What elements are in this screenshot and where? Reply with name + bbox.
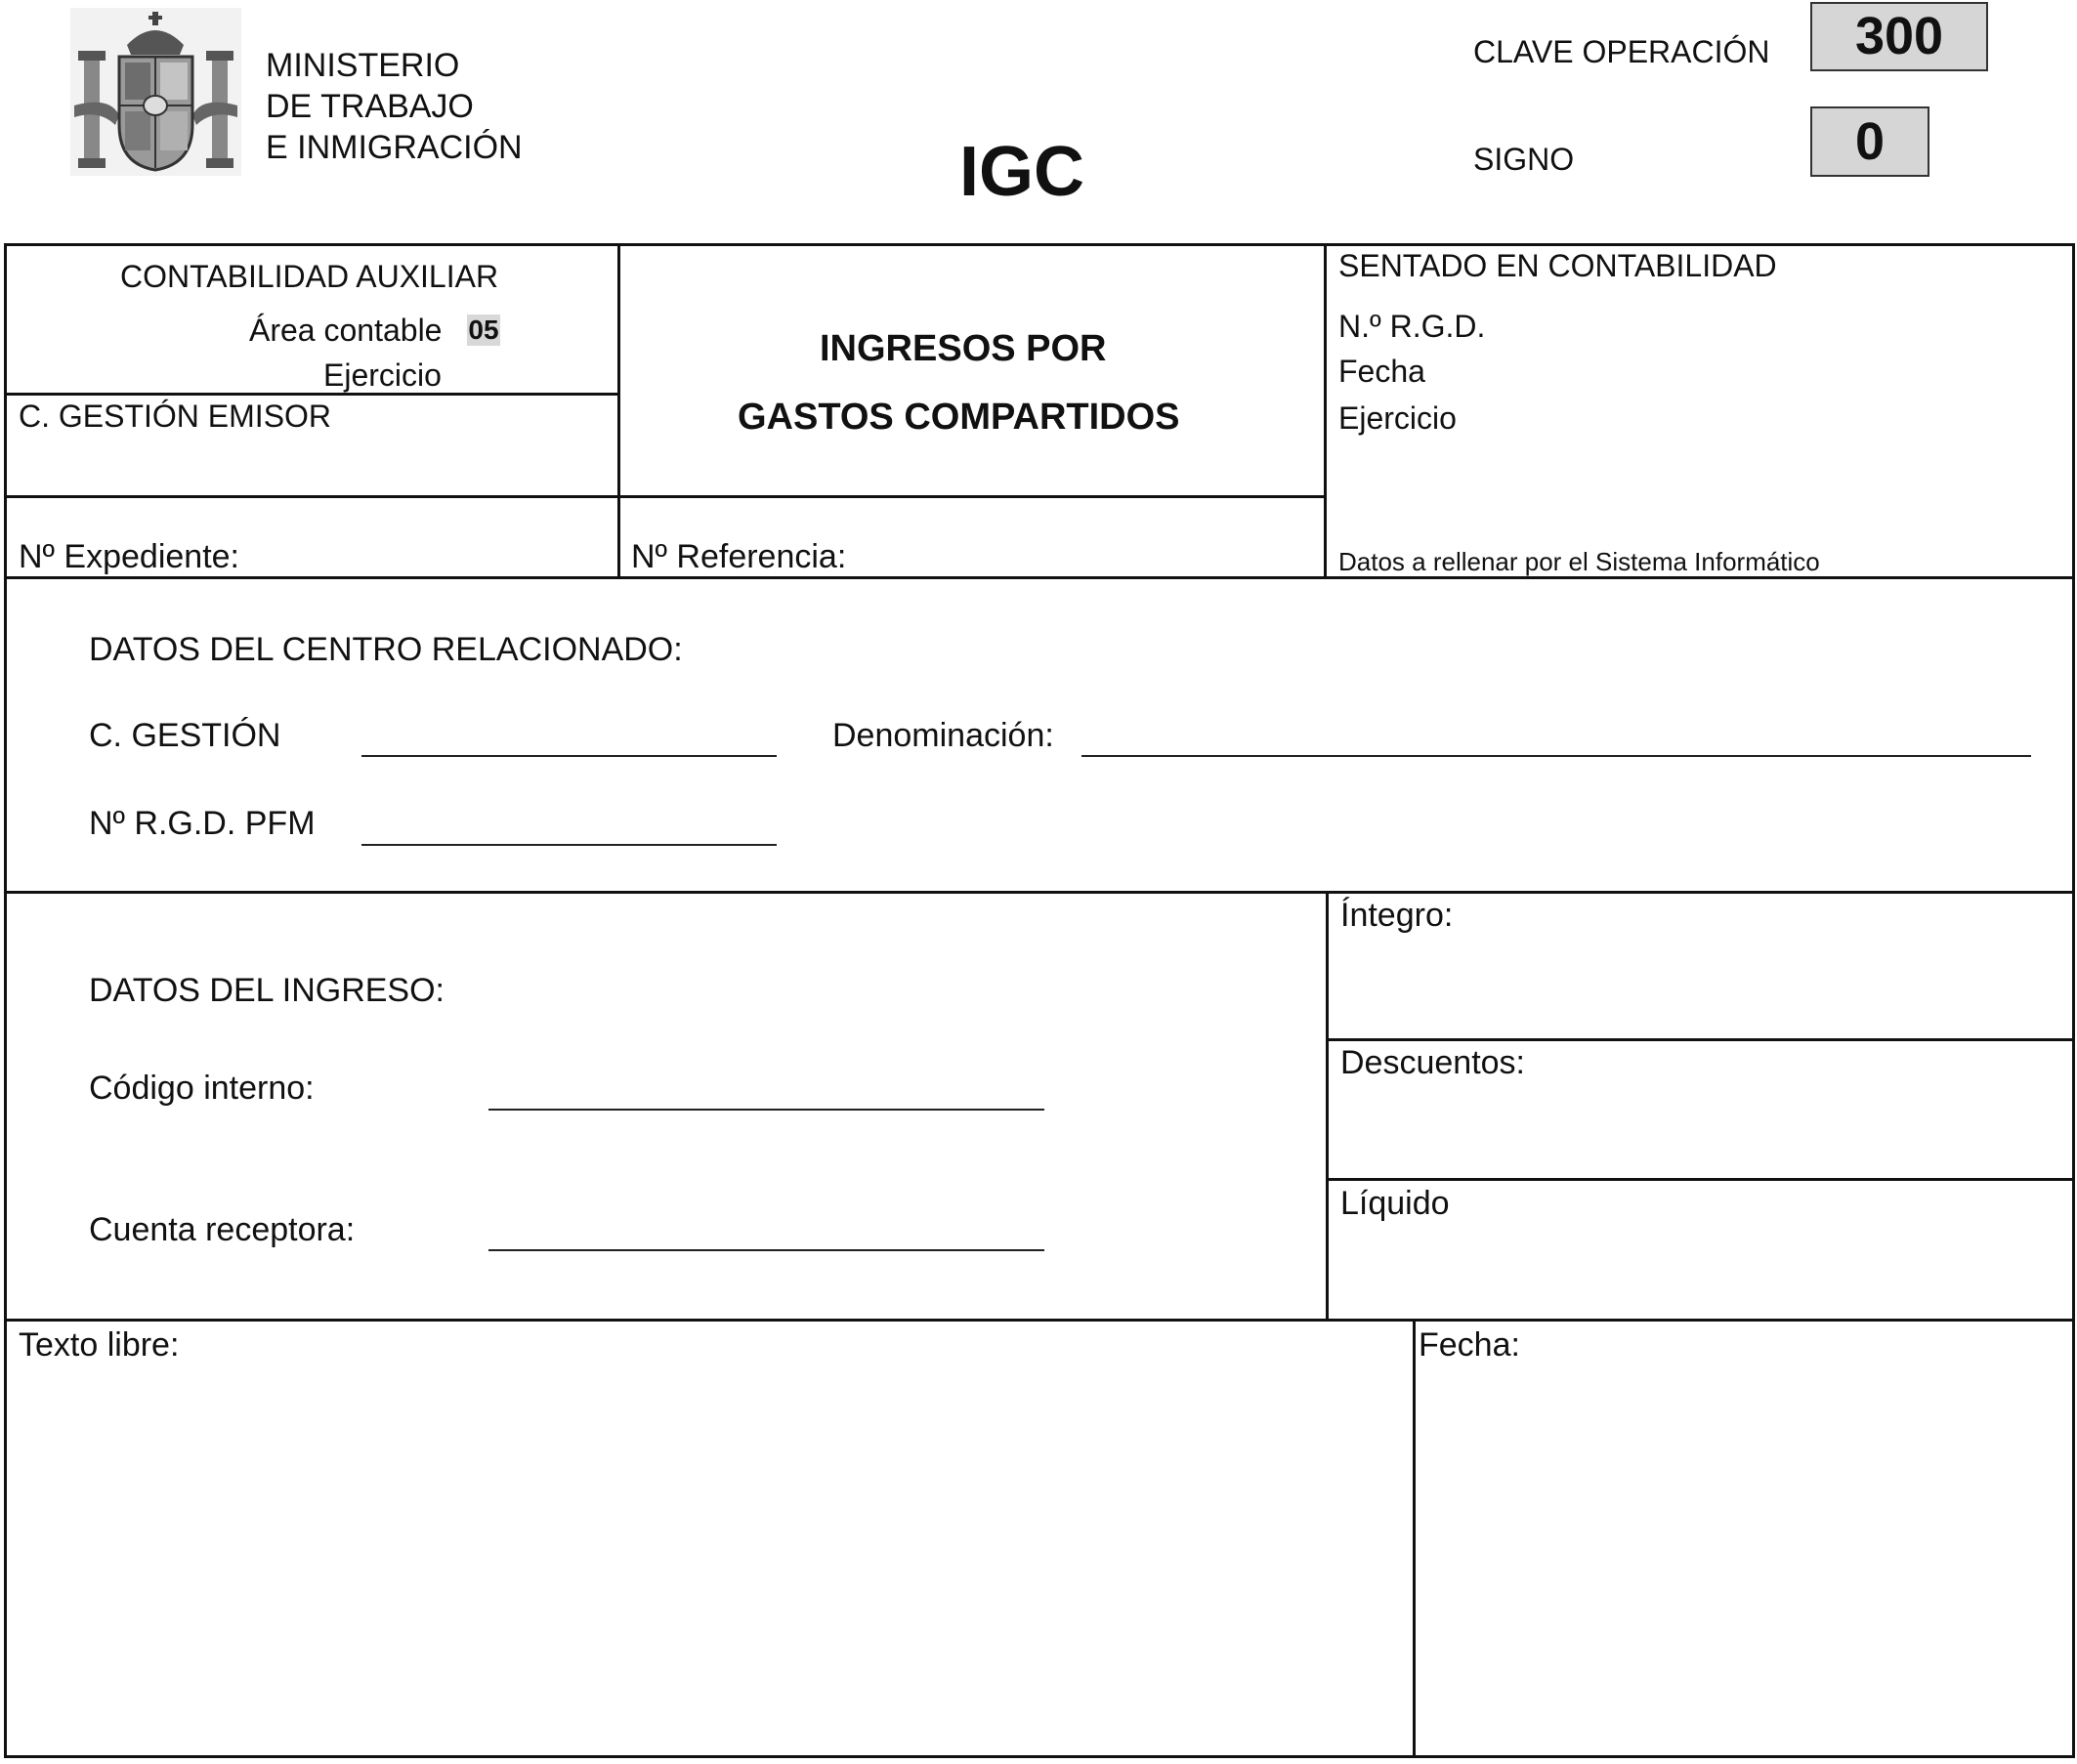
form-title-line-2: GASTOS COMPARTIDOS <box>738 397 1180 438</box>
sentado-fecha: Fecha <box>1338 354 1425 389</box>
n-rgd-pfm-field[interactable] <box>361 844 777 846</box>
integro-label: Íntegro: <box>1340 897 1454 934</box>
sentado-nota: Datos a rellenar por el Sistema Informático <box>1338 547 1820 576</box>
sentado-n-rgd: N.º R.G.D. <box>1338 309 1486 344</box>
divider-aux-emisor <box>4 393 620 396</box>
ministry-line-2: DE TRABAJO <box>266 88 474 125</box>
form-title-line-1: INGRESOS POR <box>820 328 1107 369</box>
divider-centro-ingreso <box>4 891 2075 894</box>
ingreso-title: DATOS DEL INGRESO: <box>89 972 445 1009</box>
frame-right <box>2072 243 2075 1757</box>
codigo-interno-field[interactable] <box>488 1109 1044 1111</box>
liquido-label: Líquido <box>1340 1185 1450 1222</box>
divider-top-section <box>4 576 2075 579</box>
n-referencia-label: Nº Referencia: <box>631 538 847 575</box>
fecha-footer-label: Fecha: <box>1419 1326 1520 1364</box>
n-expediente-label: Nº Expediente: <box>19 538 239 575</box>
divider-col2 <box>1324 243 1327 577</box>
frame-bottom <box>4 1755 2075 1758</box>
c-gestion-emisor-label: C. GESTIÓN EMISOR <box>19 399 332 434</box>
descuentos-label: Descuentos: <box>1340 1044 1525 1081</box>
area-contable-label: Área contable <box>249 313 443 348</box>
clave-operacion-label: CLAVE OPERACIÓN <box>1473 34 1770 69</box>
texto-libre-label: Texto libre: <box>19 1326 180 1364</box>
sentado-title: SENTADO EN CONTABILIDAD <box>1338 248 1777 283</box>
centro-title: DATOS DEL CENTRO RELACIONADO: <box>89 631 683 668</box>
codigo-interno-label: Código interno: <box>89 1070 315 1107</box>
area-contable-value: 05 <box>468 315 499 345</box>
n-rgd-pfm-label: Nº R.G.D. PFM <box>89 805 316 842</box>
divider-ingreso-footer <box>4 1319 2075 1322</box>
signo-label: SIGNO <box>1473 142 1575 177</box>
ejercicio-label: Ejercicio <box>323 357 442 393</box>
clave-operacion-box: 300 <box>1810 2 1988 71</box>
denominacion-label: Denominación: <box>832 717 1054 754</box>
divider-col1 <box>617 243 620 577</box>
c-gestion-field[interactable] <box>361 755 777 757</box>
sentado-ejercicio: Ejercicio <box>1338 400 1457 436</box>
form-code: IGC <box>959 133 1085 211</box>
cuenta-receptora-label: Cuenta receptora: <box>89 1211 356 1248</box>
coat-of-arms-icon <box>70 8 241 176</box>
signo-box: 0 <box>1810 106 1929 177</box>
ministry-line-3: E INMIGRACIÓN <box>266 129 523 166</box>
coat-of-arms-emblem <box>70 8 241 176</box>
contabilidad-auxiliar-label: CONTABILIDAD AUXILIAR <box>120 259 499 294</box>
cuenta-receptora-field[interactable] <box>488 1249 1044 1251</box>
frame-left <box>4 243 7 1757</box>
divider-ingreso-amounts <box>1326 891 1329 1322</box>
fecha-footer-area[interactable] <box>1419 1367 2067 1750</box>
divider-emisor-expediente <box>4 495 1327 498</box>
c-gestion-label: C. GESTIÓN <box>89 717 281 754</box>
texto-libre-area[interactable] <box>10 1367 1407 1750</box>
divider-integro-descuentos <box>1326 1038 2075 1041</box>
denominacion-field[interactable] <box>1081 755 2031 757</box>
divider-footer <box>1413 1319 1416 1758</box>
ministry-line-1: MINISTERIO <box>266 47 460 84</box>
frame-top <box>4 243 2075 246</box>
divider-descuentos-liquido <box>1326 1178 2075 1181</box>
